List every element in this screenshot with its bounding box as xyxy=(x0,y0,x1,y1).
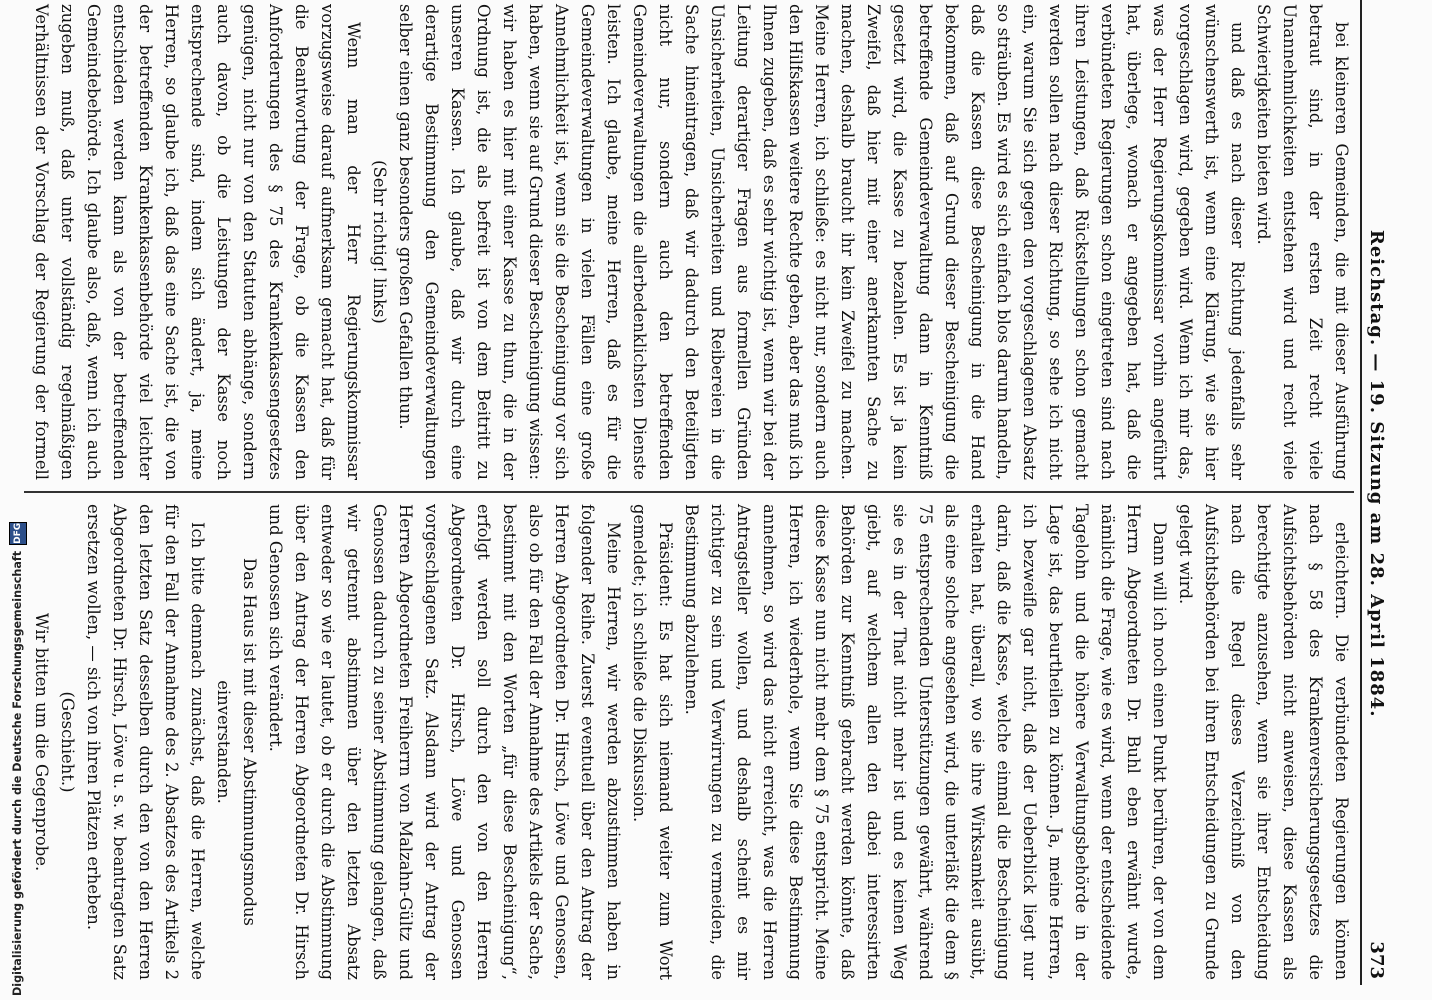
dfg-logo: DFG xyxy=(9,522,27,545)
paragraph: Meine Herren, wir werden abzustimmen haben in folgender Reihe. Zuerst eventuell über den Antrag der Herren Abgeordneten Dr. Hirsch, Löwe und Genossen, also ob für den Fall der Annahme des Artikels der Sache, bestimmt mit den Worten „für diese Bescheinigung“, erfolgt werden soll durch den von den Herren Abgeordneten Dr. Hirsch, Löwe und Genossen vorgeschlagenen Satz. Alsdann wird der Antrag der Herren Abgeordneten Freiherrn von Malzahn-Gültz und Genossen dadurch zu seiner Abstimmung gelangen, daß wir getrennt abstimmen über den letzten Absatz entweder so wie er lautet, ob er durch die Abstimmung über den Antrag der Herren Abgeordneten Dr. Hirsch und Genossen sich verändert. xyxy=(266,504,623,980)
page-header xyxy=(1360,0,1392,985)
page-number: 373 xyxy=(1366,941,1388,979)
rotated-page-content xyxy=(8,0,1398,985)
paragraph: Ich bitte demnach zunächst, daß die Herren, welche für den Fall der Annahme des 2. Absatzes des Artikels 2 den letzten Satz desselben durch den von den Herren Abgeordneten Dr. Hirsch, Löwe u. s. w. beantragten Satz ersetzen wollen, — sich von ihren Plätzen erheben. xyxy=(84,504,207,980)
paragraph: erleichtern. Die verbündeten Regierungen können nach § 58 des Krankenversicherungsgesetzes die Aufsichtsbehörden nicht anweisen, diese Kassen als berechtigte anzusehen, wenn sie ihrer Entscheidung nach die Regel dieses Verzeichniß von den Aufsichtsbehörden bei ihren Entscheidungen zu Grunde gelegt wird. xyxy=(1176,504,1351,980)
paragraph: Das Haus ist mit dieser Abstimmungsmodus einverstanden. xyxy=(214,558,259,926)
paragraph: Dann will ich noch einen Punkt berühren, der von dem Herrn Abgeordneten Dr. Buhl eben erwähnt wurde, nämlich die Frage, wie es wird, wenn der entscheidende Tagelohn und die höhere Verwaltungsbehörde in der Lage ist, das beurtheilen zu können. Ja, meine Herren, ich bezweifle gar nicht, daß der Ueberblick liegt nur darin, daß die Kasse, welche einmal die Bescheinigung erhalten hat, überall, wo sie ihre Wirksamkeit ausübt, als eine solche angesehen wird, die unterläßt die dem § 75 entsprechenden Unterstützungen gewährt, während sie es in der That nicht mehr ist und es keinen Weg giebt, auf welchem allen den dabei interessirten Behörden zur Kenntniß gebracht werden könnte, daß diese Kasse nun nicht mehr dem § 75 entspricht. Meine Herren, ich wiederhole, wenn Sie diese Bestimmung annehmen, so wird das nicht erreicht, was die Herren Antragsteller wollen, und deshalb scheint es mir richtiger zu sein und Verwirrungen zu vermeiden, die Bestimmung abzulehnen. xyxy=(682,504,1169,980)
paragraph: Präsident: Es hat sich niemand weiter zum Wort gemeldet; ich schließe die Diskussion. xyxy=(630,504,675,980)
paragraph: (Sehr richtig! links) xyxy=(370,160,389,324)
paragraph: (Geschieht.) xyxy=(58,691,77,793)
text-columns xyxy=(24,0,1354,985)
right-column xyxy=(24,500,1354,984)
paragraph: und daß es nach dieser Richtung jedenfalls sehr wünschenswerth ist, wenn eine Klärung, wie sie hier vorgeschlagen wird, gegeben wird. Wenn ich mir das, was der Herr Regierungskommissar vorhin angeführt hat, überlege, wonach er angegeben hat, daß die verbündeten Regierungen schon eingetreten sind nach ihren Leistungen, daß Rückstellungen schon gemacht werden sollen nach dieser Richtung, so sehe ich nicht ein, warum Sie sich gegen den vorgeschlagenen Absatz so sträuben. Es wird es sich einfach blos darum handeln, daß die Kassen diese Bescheinigung in die Hand bekommen, daß auf Grund dieser Bescheinigung die betreffende Gemeindeverwaltung dann in Kenntniß gesetzt wird, die Kasse zu bezahlen. Es ist ja kein Zweifel, daß hier mit einer anerkannten Sache zu machen, deshalb braucht ihr kein Zweifel zu machen. Meine Herren, ich schließe: es nicht nur, sondern auch den Hilfskassen weitere Rechte geben, aber das muß ich Ihnen zugeben, daß es sehr wichtig ist, wenn wir bei der Leitung derartiger Fragen aus formellen Gründen Unsicherheiten, Unsicherheiten und Reibereien in die Sache hineintragen, daß wir dadurch den Beteiligten nicht nur, sondern auch den betreffenden Gemeindeverwaltungen die allerbedenklichsten Dienste leisten. Ich glaube, meine Herren, daß es für die Gemeindeverwaltungen in vielen Fällen eine große Annehmlichkeit ist, wenn sie die Bescheinigung vor sich haben, wenn sie auf Grund dieser Bescheinigung wissen: wir haben es hier mit einer Kasse zu thun, die in der Ordnung ist, die als befreit ist von dem Beitritt zu unseren Kassen. Ich glaube, daß wir durch eine derartige Bestimmung den Gemeindeverwaltungen selber einen ganz besonders großen Gefallen thun. xyxy=(396,4,1247,480)
page-footer xyxy=(2,522,28,996)
dfg-attribution: Digitalisierung gefördert durch die Deutsche Forschungsgemeinschaft xyxy=(11,550,24,996)
page-title: Reichstag. — 19. Sitzung am 28. April 1884. xyxy=(1366,229,1388,718)
left-column xyxy=(24,0,1354,484)
paragraph: Wenn man der Herr Regierungskommissar vorzugsweise darauf aufmerksam gemacht hat, daß für die Beantwortung der Frage, ob die Kassen den Anforderungen des § 75 des Krankenkassengesetzes genügen, nicht nur von den Statuten abhänge, sondern auch davon, ob die Leistungen der Kasse noch entsprechende sind, indem sich ändert, ja, meine Herren, so glaube ich, daß das eine Sache ist, die von der betreffenden Krankenkassenbehörde viel leichter entschieden werden kann als von der betreffenden Gemeindebehörde. Ich glaube also, daß, wenn ich auch zugeben muß, daß unter vollständig regelmäßigen Verhältnissen der Vorschlag der Regierung der formell xyxy=(32,4,363,480)
column-divider xyxy=(24,491,1354,493)
paragraph: bei kleineren Gemeinden, die mit dieser Ausführung betraut sind, in der ersten Zeit recht viele Unannehmlichkeiten entstehen wird und recht viele Schwierigkeiten bieten wird. xyxy=(1254,4,1351,480)
paragraph: Wir bitten um die Gegenprobe. xyxy=(32,612,51,872)
